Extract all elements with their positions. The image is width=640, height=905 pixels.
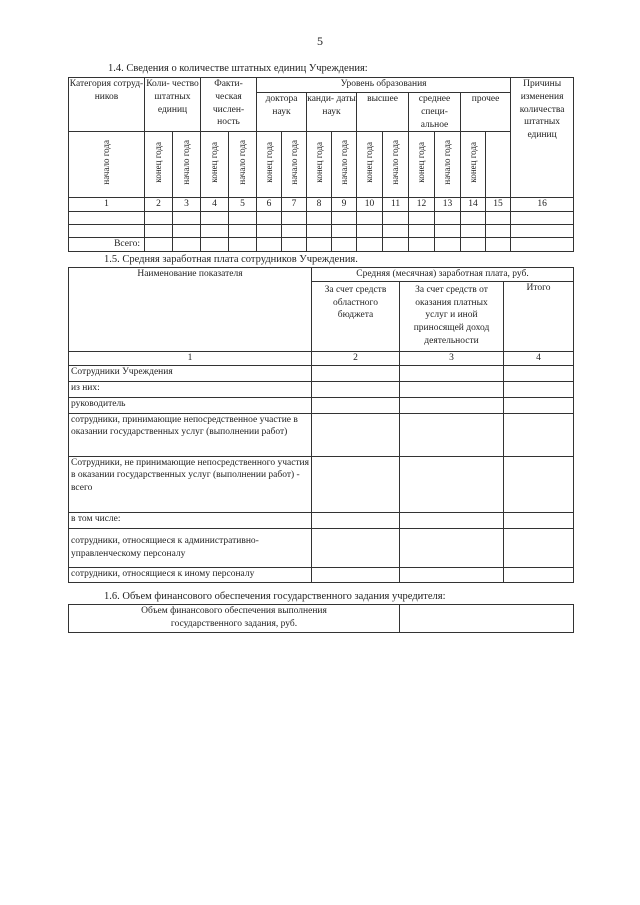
page-number: 5 (317, 34, 323, 48)
header-actual-count: Факти- ческая числен- ность (201, 78, 257, 132)
header-category: Категория сотруд- ников (69, 78, 145, 132)
table-row (69, 456, 574, 512)
table-row (69, 397, 574, 413)
header-paid-services: За счет средств от оказания платных услуг и иной приносящей доход деятельности (400, 281, 504, 351)
row-label: из них: (69, 381, 312, 397)
header-indicator: Наименование показателя (69, 268, 312, 352)
column-number: 10 (357, 198, 383, 212)
column-number: 8 (307, 198, 332, 212)
header-staff-count: Коли- чество штатных единиц (145, 78, 201, 132)
subheader-end-of-year: конец года (416, 142, 427, 183)
table-row (69, 381, 574, 397)
table-row (69, 512, 574, 528)
staff-units-table (68, 77, 574, 252)
subheader-end-of-year: конец года (467, 142, 478, 183)
salary-table (68, 267, 574, 583)
subheader-start-of-year: начало года (181, 140, 192, 185)
total-row (69, 238, 574, 252)
row-label: Сотрудники, не принимающие непосредственного участия в оказании государственных услуг (выполнении работ) - всего (69, 456, 312, 512)
subheader-start-of-year: начало года (442, 140, 453, 185)
column-number: 1 (69, 198, 145, 212)
row-label: сотрудники, принимающие непосредственное участие в оказании государственных услуг (выполнении работ) (69, 413, 312, 456)
subheader-start-of-year: начало года (101, 140, 112, 185)
subheader-start-of-year: начало года (390, 140, 401, 185)
subheader-end-of-year: конец года (313, 142, 324, 183)
column-number: 16 (511, 198, 574, 212)
header-reasons: Причины изменения количества штатных единиц (511, 78, 574, 198)
column-number: 12 (409, 198, 435, 212)
column-number: 1 (69, 351, 312, 365)
subheader-end-of-year: конец года (153, 142, 164, 183)
section-1-6-title: 1.6. Объем финансового обеспечения государственного задания учредителя: (104, 591, 446, 602)
table-row (69, 567, 574, 582)
header-education-level: Уровень образования (257, 78, 511, 93)
header-secondary-special: среднее специ- альное (409, 93, 461, 132)
column-number: 3 (400, 351, 504, 365)
column-number: 11 (383, 198, 409, 212)
header-other: прочее (461, 93, 511, 132)
row-label: сотрудники, относящиеся к административно-управленческому персоналу (69, 528, 312, 567)
column-number: 2 (145, 198, 173, 212)
header-doctors: доктора наук (257, 93, 307, 132)
section-1-5-title: 1.5. Средняя заработная плата сотрудников Учреждения. (104, 254, 358, 265)
column-number: 9 (332, 198, 357, 212)
table-row (69, 365, 574, 381)
financing-label: Объем финансового обеспечения выполнения государственного задания, руб. (69, 605, 400, 633)
subheader-end-of-year: конец года (263, 142, 274, 183)
row-label: руководитель (69, 397, 312, 413)
column-number: 4 (504, 351, 574, 365)
header-candidates: канди- даты наук (307, 93, 357, 132)
column-number: 6 (257, 198, 282, 212)
row-label: сотрудники, относящиеся к иному персоналу (69, 567, 312, 582)
header-total: Итого (504, 281, 574, 351)
row-label: Сотрудники Учреждения (69, 365, 312, 381)
column-number: 14 (461, 198, 486, 212)
subheader-end-of-year: конец года (364, 142, 375, 183)
column-number: 15 (486, 198, 511, 212)
column-number: 13 (435, 198, 461, 212)
subheader-start-of-year: начало года (338, 140, 349, 185)
table-row (69, 413, 574, 456)
header-higher: высшее (357, 93, 409, 132)
column-number: 2 (312, 351, 400, 365)
table-row (69, 225, 574, 238)
table-row (69, 212, 574, 225)
column-number: 5 (229, 198, 257, 212)
header-regional-budget: За счет средств областного бюджета (312, 281, 400, 351)
subheader-end-of-year: конец года (209, 142, 220, 183)
total-label: Всего: (69, 238, 145, 252)
column-number: 7 (282, 198, 307, 212)
column-number: 4 (201, 198, 229, 212)
header-avg-salary: Средняя (месячная) заработная плата, руб. (312, 268, 574, 282)
section-1-4-title: 1.4. Сведения о количестве штатных единиц Учреждения: (108, 63, 368, 74)
subheader-start-of-year: начало года (288, 140, 299, 185)
row-label: в том числе: (69, 512, 312, 528)
financing-table (68, 604, 574, 633)
subheader-start-of-year: начало года (237, 140, 248, 185)
table-row (69, 528, 574, 567)
column-number: 3 (173, 198, 201, 212)
